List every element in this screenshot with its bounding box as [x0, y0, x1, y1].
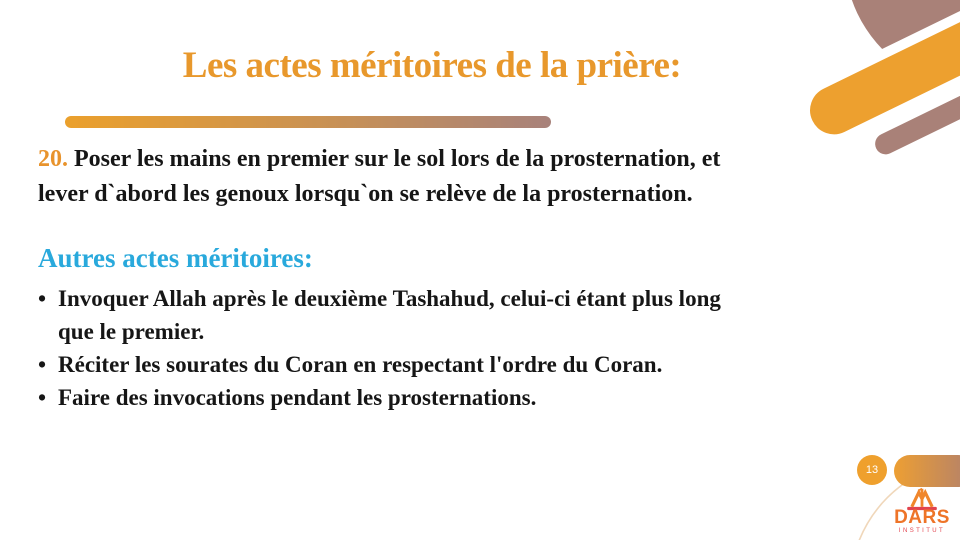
slide-title: Les actes méritoires de la prière: — [182, 45, 682, 86]
point-line-1: Poser les mains en premier sur le sol lors de la prosternation, et — [74, 146, 721, 172]
bullet-item — [38, 381, 938, 414]
point-line-2: lever d`abord les genoux lorsqu`on se relève de la prosternation. — [38, 181, 693, 207]
bullet-text: que le premier. — [58, 319, 205, 344]
bullet-item — [38, 348, 938, 381]
slide-body — [38, 142, 938, 414]
dars-logo-name: DARS — [894, 507, 950, 528]
bullet-list — [38, 282, 938, 414]
dars-logo-subtitle: INSTITUT — [898, 528, 946, 534]
dars-logo — [891, 486, 953, 535]
bullet-text: Invoquer Allah après le deuxième Tashahud, celui-ci étant plus long — [58, 286, 721, 311]
bullet-item — [38, 282, 938, 348]
bullet-marker: • — [38, 286, 47, 311]
bullet-marker: • — [38, 385, 47, 410]
point-number: 20. — [38, 146, 68, 172]
page-number-badge: 13 — [857, 455, 887, 485]
gradient-pill-decoration — [894, 455, 960, 487]
bullet-marker: • — [38, 352, 47, 377]
section-subheading: Autres actes méritoires: — [38, 243, 313, 273]
title-underline-bar — [65, 116, 551, 128]
bullet-text: Faire des invocations pendant les prosternations. — [58, 385, 537, 410]
bullet-text: Réciter les sourates du Coran en respectant l'ordre du Coran. — [58, 352, 663, 377]
numbered-point — [38, 142, 938, 212]
